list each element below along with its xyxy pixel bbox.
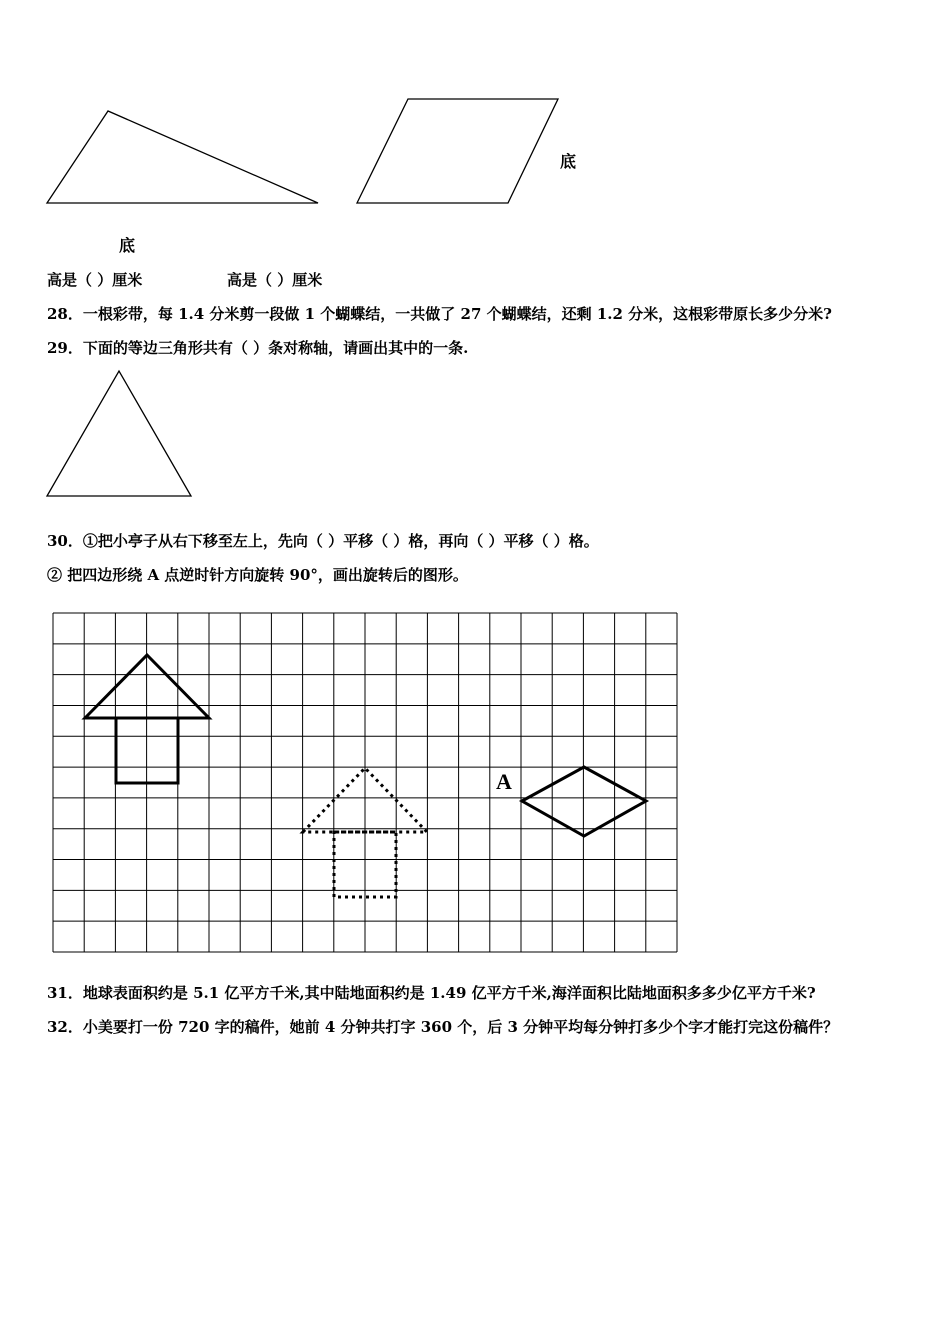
point-a-label: A xyxy=(496,769,512,794)
question-30-part-2: ② 把四边形绕 A 点逆时针方向旋转 90°，画出旋转后的图形。 xyxy=(47,566,468,584)
triangle-base-label: 底 xyxy=(119,236,136,255)
quadrilateral xyxy=(522,767,646,836)
parallelogram-base-label: 底 xyxy=(560,152,577,171)
height-blank-1: 高是（ ）厘米 xyxy=(47,271,143,289)
question-30-part-1: 30．①把小亭子从右下移至左上，先向（ ）平移（ ）格，再向（ ）平移（ ）格。 xyxy=(47,532,599,550)
height-blank-2: 高是（ ）厘米 xyxy=(227,271,323,289)
question-31: 31．地球表面积约是 5.1 亿平方千米,其中陆地面积约是 1.49 亿平方千米,海洋面积比陆地面积多多少亿平方千米? xyxy=(47,984,816,1002)
question-28: 28．一根彩带，每 1.4 分米剪一段做 1 个蝴蝶结，一共做了 27 个蝴蝶结，还剩 1.2 分米，这根彩带原长多少分米? xyxy=(47,305,832,323)
question-29: 29．下面的等边三角形共有（ ）条对称轴，请画出其中的一条. xyxy=(47,339,469,357)
question-32: 32．小美要打一份 720 字的稿件，她前 4 分钟共打字 360 个，后 3 分钟平均每分钟打多少个字才能打完这份稿件？ xyxy=(47,1018,839,1036)
